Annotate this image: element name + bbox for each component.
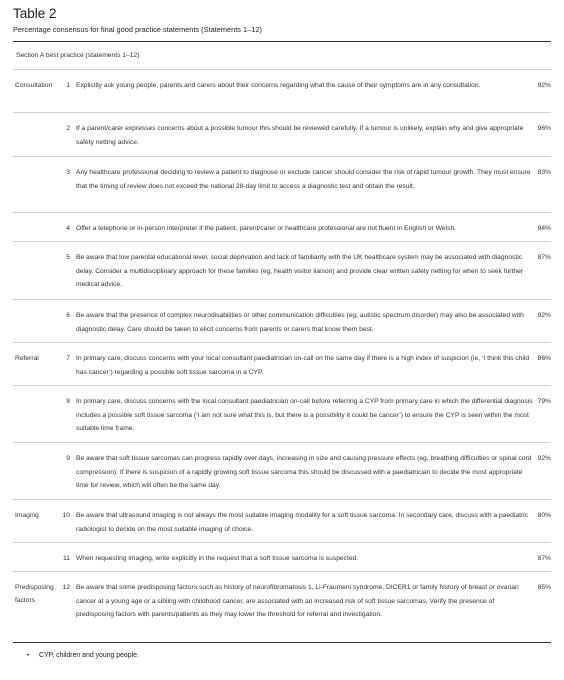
row-percentage: 83% xyxy=(537,169,551,176)
row-number: 7 xyxy=(66,355,70,362)
row-number: 11 xyxy=(63,555,70,562)
table-footnote: CYP, children and young people. xyxy=(39,652,139,659)
row-percentage: 92% xyxy=(537,82,551,89)
row-number: 4 xyxy=(66,225,70,232)
row-percentage: 94% xyxy=(537,225,551,232)
table-row xyxy=(13,572,551,643)
table-title: Table 2 xyxy=(13,6,57,21)
row-number: 10 xyxy=(62,512,70,519)
row-statement: Explicitly ask young people, parents and carers about their concerns regarding what the cause of their symptoms are in any consultation. xyxy=(76,82,481,89)
row-statement: Be aware that some predisposing factors such as history of neurofibromatosis 1, Li-Fraumeni syndrome, DICER1 or family history of breast or ovarian cancer at a young age or a sibling with childhood cancer, are associated with an increased risk of soft tissue sarcomas. Verify the presence of predisposing factors with parents/patients as they may lower the threshold for referral and investigation. xyxy=(76,584,519,619)
table-row xyxy=(13,343,551,386)
table-row xyxy=(13,70,551,113)
row-category: Imaging xyxy=(15,512,39,519)
row-percentage: 87% xyxy=(537,555,551,562)
row-statement: Be aware that soft tissue sarcomas can progress rapidly over days, increasing in size and causing pressure effects (eg, breathing difficulties or spinal cord compression). If there is suspicion of a rapidly growing soft tissue sarcoma this should be discussed with a paediatrician to decide the most appropriate time for review, which will often be the same day. xyxy=(76,455,532,490)
table-row xyxy=(13,242,551,300)
row-number: 12 xyxy=(62,584,70,591)
section-header-row xyxy=(13,44,551,70)
row-percentage: 80% xyxy=(537,512,551,519)
row-statement: Be aware that low parental educational level, social deprivation and lack of familiarity with the UK healthcare system may be associated with diagnostic delay. Consider a multidisciplinary approach for these families (eg, health visitor liaison) and provide clear written safety netting for when to seek further medical advice. xyxy=(76,254,524,289)
row-statement: In primary care, discuss concerns with the local consultant paediatrician on-call before referring a CYP from primary care in which the differential diagnosis includes a possible soft tissue sarcoma (‘I am not sure what this is, but there is a possibility it could be cancer’) to ensure the CYP is seen within the most suitable time frame. xyxy=(76,398,533,433)
footnote-bullet: • xyxy=(27,653,30,659)
table-row xyxy=(13,113,551,157)
row-percentage: 86% xyxy=(537,355,551,362)
table-row xyxy=(13,213,551,242)
table-row xyxy=(13,543,551,572)
section-label: Section A best practice (statements 1–12) xyxy=(16,52,140,59)
row-number: 1 xyxy=(66,82,70,89)
row-statement: Offer a telephone or in-person interpreter if the patient, parent/carer or healthcare professional are not fluent in English or Welsh. xyxy=(76,225,457,232)
row-category: Consultation xyxy=(15,82,53,89)
table-row xyxy=(13,386,551,443)
row-statement: In primary care, discuss concerns with your local consultant paediatrician on-call on the same day if there is a high index of suspicion (ie, ‘I think this child has cancer’) regarding a possible soft tissue sarcoma in a CYP. xyxy=(76,355,530,376)
row-statement: When requesting imaging, write explicitly in the request that a soft tissue sarcoma is suspected. xyxy=(76,555,359,562)
row-percentage: 92% xyxy=(537,312,551,319)
table-subtitle: Percentage consensus for final good practice statements (Statements 1–12) xyxy=(13,25,262,34)
row-number: 9 xyxy=(66,455,70,462)
row-statement: Be aware that the presence of complex neurodisabilities or other communication difficulties (eg, autistic spectrum disorder) may also be associated with diagnostic delay. Care should be taken to elicit concerns from parents or carers that know them best. xyxy=(76,312,524,333)
row-number: 5 xyxy=(66,254,70,261)
row-category: Referral xyxy=(15,355,39,362)
row-statement: Be aware that ultrasound imaging is not always the most suitable imaging modality for a soft tissue sarcoma. In secondary care, discuss with a paediatric radiologist to decide on the most suitable imaging of choice. xyxy=(76,512,528,533)
row-number: 6 xyxy=(66,312,70,319)
row-category: Predisposing factors xyxy=(15,584,54,604)
row-percentage: 96% xyxy=(537,125,551,132)
table-row xyxy=(13,157,551,213)
table-row xyxy=(13,500,551,543)
row-number: 3 xyxy=(66,169,70,176)
row-number: 8 xyxy=(66,398,70,405)
row-number: 2 xyxy=(66,125,70,132)
table-row xyxy=(13,443,551,500)
row-percentage: 87% xyxy=(537,254,551,261)
row-percentage: 85% xyxy=(537,584,551,591)
table-row xyxy=(13,300,551,343)
row-statement: Any healthcare professional deciding to review a patient to diagnose or exclude cancer should consider the risk of rapid tumour growth. They must ensure that the timing of review does not exceed the national 28-day limit to access a diagnostic test and obtain the result. xyxy=(76,169,531,190)
row-statement: If a parent/carer expresses concerns about a possible tumour this should be reviewed carefully. If a tumour is unlikely, explain why and give appropriate safety netting advice. xyxy=(76,125,524,146)
table-top-rule xyxy=(13,41,551,42)
row-percentage: 92% xyxy=(537,455,551,462)
row-percentage: 79% xyxy=(537,398,551,405)
